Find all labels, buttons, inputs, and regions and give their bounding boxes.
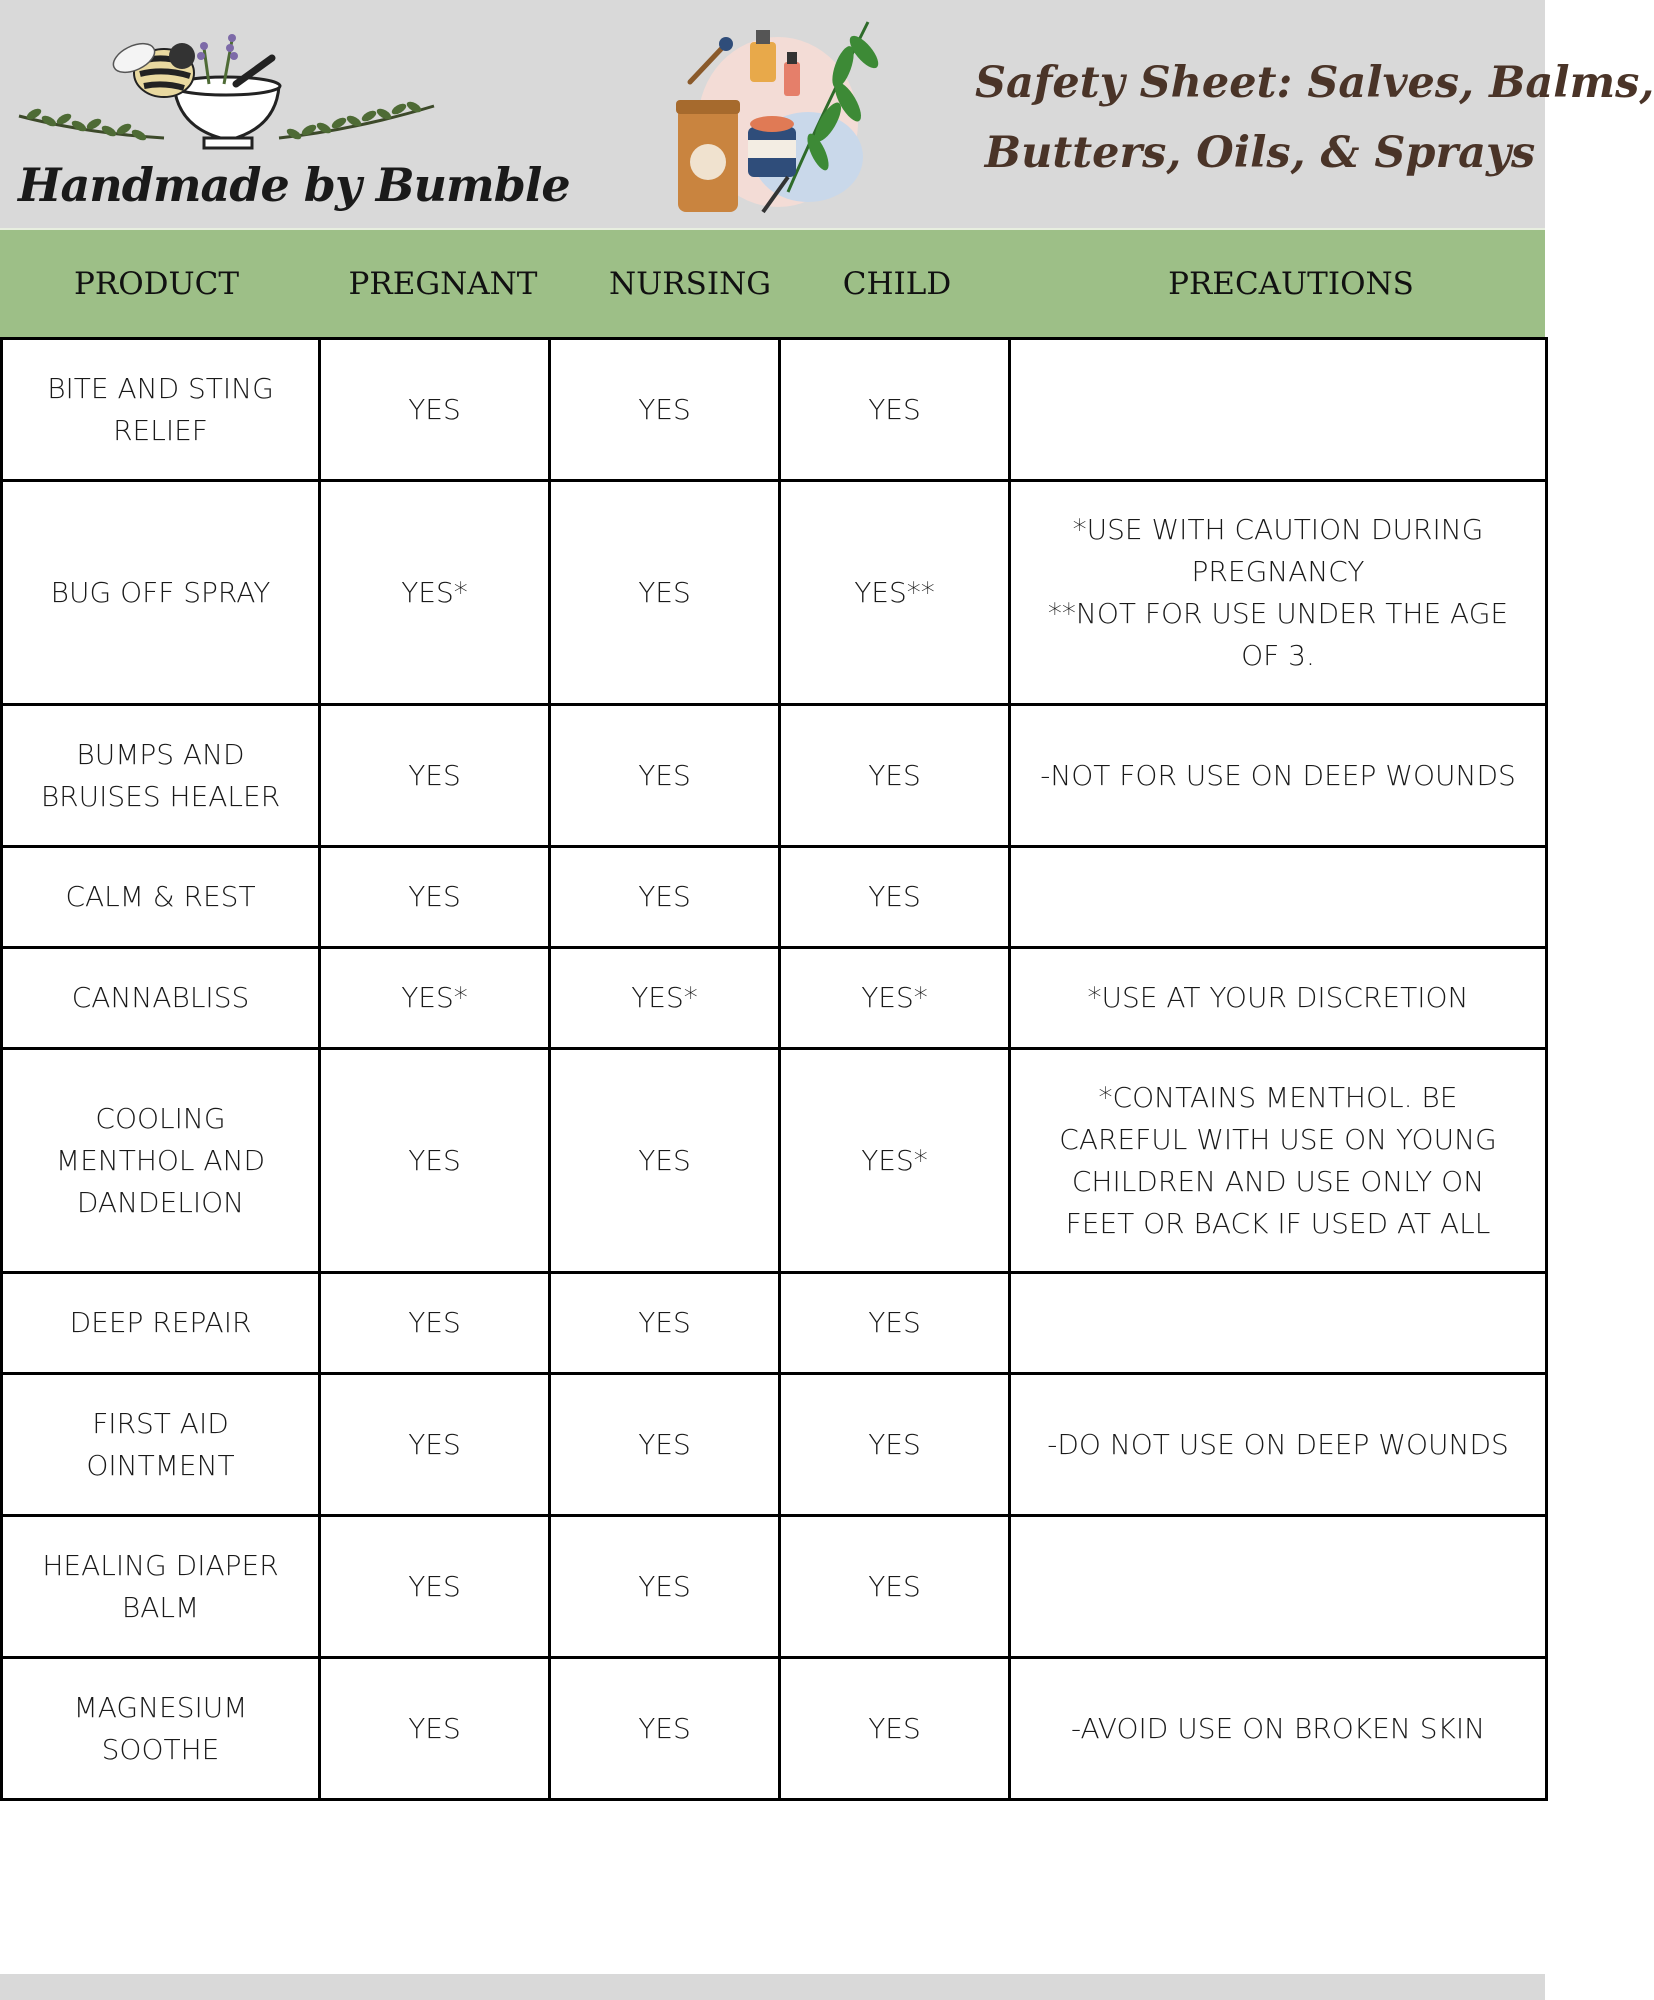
column-header-precautions: PRECAUTIONS	[1168, 266, 1414, 302]
pregnant-cell: YES	[320, 847, 550, 948]
column-header-pregnant: PREGNANT	[348, 266, 538, 302]
column-header-bar	[0, 228, 1545, 338]
product-cell: BUMPS AND BRUISES HEALER	[2, 705, 320, 847]
product-cell: BUG OFF SPRAY	[2, 481, 320, 705]
footer-bar	[0, 1974, 1545, 2000]
table-row	[2, 1658, 1547, 1800]
product-cell: CALM & REST	[2, 847, 320, 948]
products-illustration-icon	[668, 12, 898, 222]
pregnant-cell: YES	[320, 705, 550, 847]
child-cell: YES	[780, 705, 1010, 847]
product-cell: MAGNESIUM SOOTHE	[2, 1658, 320, 1800]
nursing-cell: YES	[550, 1273, 780, 1374]
precautions-cell	[1010, 1516, 1547, 1658]
child-cell: YES	[780, 1516, 1010, 1658]
precautions-cell: *USE WITH CAUTION DURING PREGNANCY **NOT FOR USE UNDER THE AGE OF 3.	[1010, 481, 1547, 705]
pregnant-cell: YES	[320, 1658, 550, 1800]
pregnant-cell: YES	[320, 1273, 550, 1374]
product-cell: DEEP REPAIR	[2, 1273, 320, 1374]
table-row	[2, 847, 1547, 948]
table-row	[2, 1374, 1547, 1516]
column-header-child: CHILD	[842, 266, 952, 302]
pregnant-cell: YES	[320, 339, 550, 481]
column-header-product: PRODUCT	[74, 266, 239, 302]
precautions-cell	[1010, 339, 1547, 481]
pregnant-cell: YES	[320, 1049, 550, 1273]
page-header	[0, 0, 1654, 228]
child-cell: YES	[780, 1374, 1010, 1516]
table-row	[2, 339, 1547, 481]
child-cell: YES	[780, 1658, 1010, 1800]
table-row	[2, 705, 1547, 847]
precautions-cell	[1010, 1273, 1547, 1374]
table-row	[2, 1516, 1547, 1658]
table-row	[2, 948, 1547, 1049]
nursing-cell: YES	[550, 1049, 780, 1273]
nursing-cell: YES	[550, 847, 780, 948]
child-cell: YES*	[780, 1049, 1010, 1273]
title-line-2: Butters, Oils, & Sprays	[984, 128, 1536, 178]
safety-table	[0, 337, 1548, 1801]
product-cell: BITE AND STING RELIEF	[2, 339, 320, 481]
precautions-cell: -AVOID USE ON BROKEN SKIN	[1010, 1658, 1547, 1800]
nursing-cell: YES	[550, 1516, 780, 1658]
product-cell: FIRST AID OINTMENT	[2, 1374, 320, 1516]
nursing-cell: YES	[550, 481, 780, 705]
nursing-cell: YES	[550, 1374, 780, 1516]
nursing-cell: YES	[550, 1658, 780, 1800]
product-cell: CANNABLISS	[2, 948, 320, 1049]
pregnant-cell: YES*	[320, 948, 550, 1049]
pregnant-cell: YES*	[320, 481, 550, 705]
nursing-cell: YES*	[550, 948, 780, 1049]
precautions-cell: -DO NOT USE ON DEEP WOUNDS	[1010, 1374, 1547, 1516]
column-header-nursing: NURSING	[609, 266, 771, 302]
pregnant-cell: YES	[320, 1374, 550, 1516]
nursing-cell: YES	[550, 339, 780, 481]
child-cell: YES	[780, 339, 1010, 481]
pregnant-cell: YES	[320, 1516, 550, 1658]
bee-mortar-icon	[14, 18, 444, 168]
table-row	[2, 1049, 1547, 1273]
precautions-cell: -NOT FOR USE ON DEEP WOUNDS	[1010, 705, 1547, 847]
table-row	[2, 1273, 1547, 1374]
child-cell: YES	[780, 1273, 1010, 1374]
brand-logo	[14, 18, 570, 218]
child-cell: YES**	[780, 481, 1010, 705]
precautions-cell: *CONTAINS MENTHOL. BE CAREFUL WITH USE ON YOUNG CHILDREN AND USE ONLY ON FEET OR BACK IF USED AT ALL	[1010, 1049, 1547, 1273]
product-cell: COOLING MENTHOL AND DANDELION	[2, 1049, 320, 1273]
brand-name: Handmade by Bumble	[18, 158, 570, 212]
table-row	[2, 481, 1547, 705]
child-cell: YES*	[780, 948, 1010, 1049]
page-title	[975, 48, 1654, 188]
precautions-cell	[1010, 847, 1547, 948]
precautions-cell: *USE AT YOUR DISCRETION	[1010, 948, 1547, 1049]
title-line-1: Safety Sheet: Salves, Balms,	[975, 58, 1654, 108]
product-cell: HEALING DIAPER BALM	[2, 1516, 320, 1658]
nursing-cell: YES	[550, 705, 780, 847]
child-cell: YES	[780, 847, 1010, 948]
